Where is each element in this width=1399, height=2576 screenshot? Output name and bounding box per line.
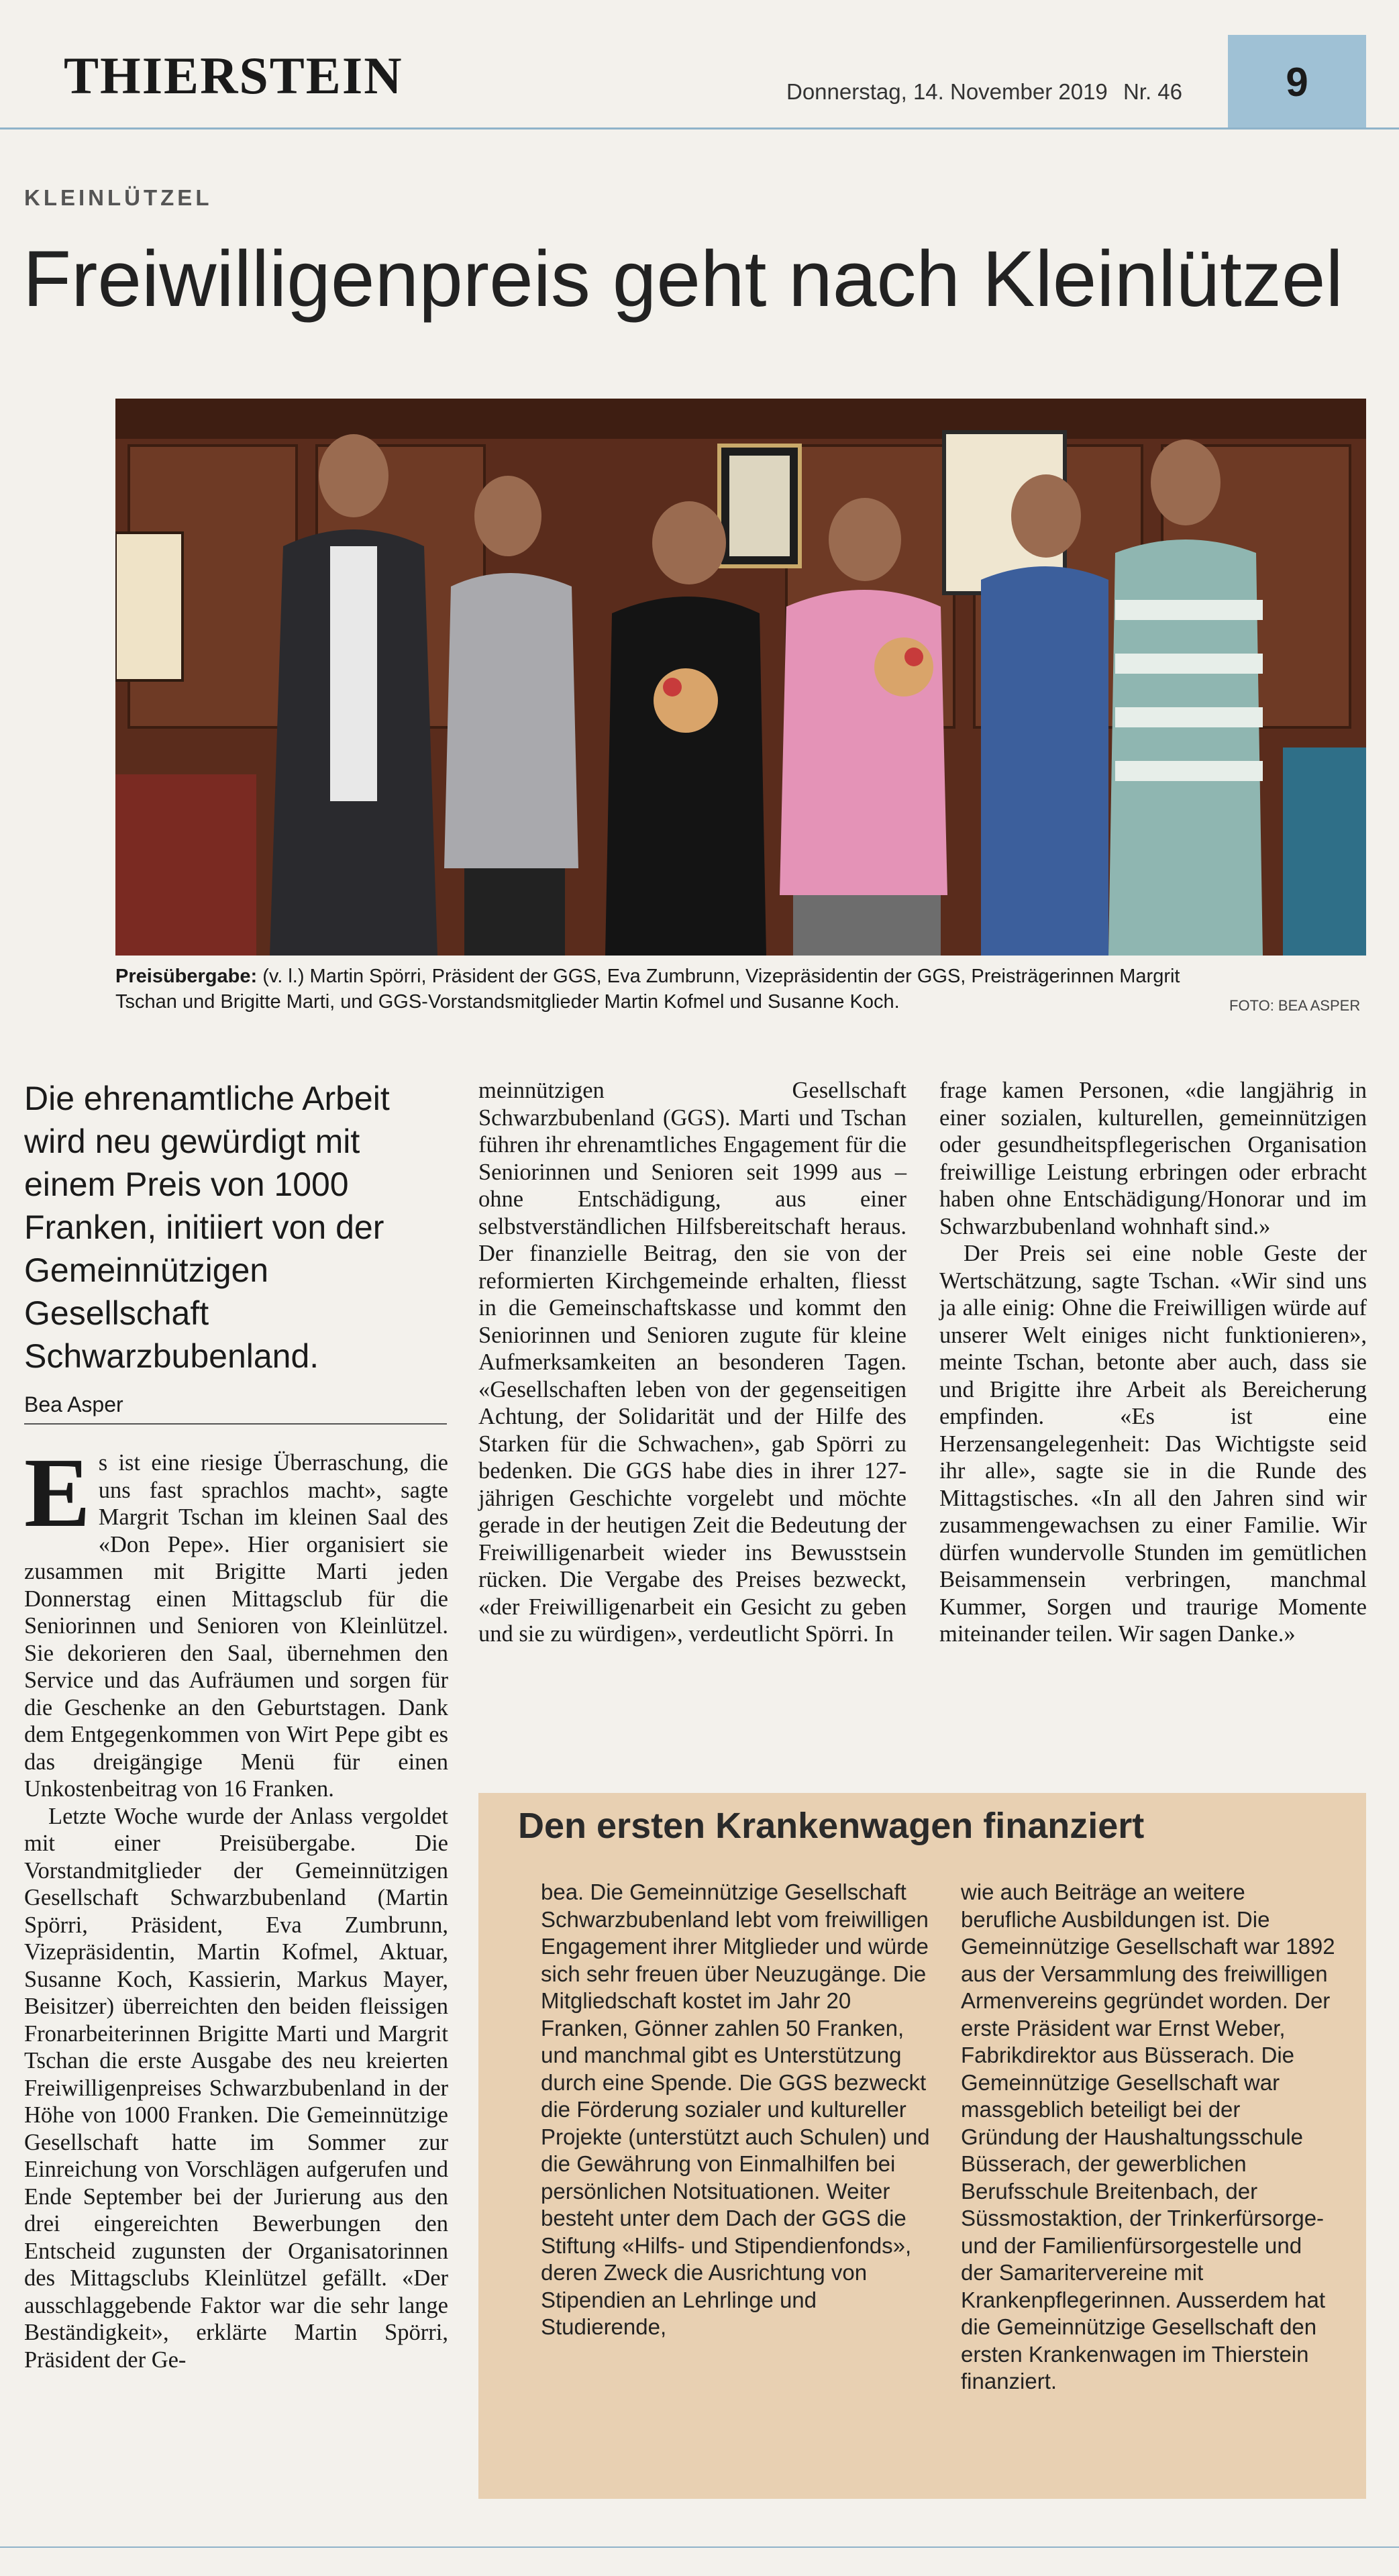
footer-rule	[0, 2546, 1399, 2548]
article-column-2	[478, 1077, 906, 1648]
caption-lead: Preisübergabe:	[115, 966, 258, 987]
info-box-column-1: bea. Die Gemeinnützige Gesellschaft Schwarzbubenland lebt vom freiwilligen Engagement ihrer Mitglieder und würde sich sehr freuen über Neuzugänge. Die Mitgliedschaft kostet im Jahr 20 Franken, Gönner zahlen 50 Franken, und manchmal gibt es Unterstützung durch eine Spende. Die GGS bezweckt die Förderung sozialer und kultureller Projekte (unterstützt auch Schulen) und die Gewährung von Einmalhilfen bei persönlichen Notsituationen. Weiter besteht unter dem Dach der GGS die Stiftung «Hilfs- und Stipendienfonds», deren Zweck die Ausrichtung von Stipendien an Lehrlinge und Studierende,	[541, 1879, 930, 2339]
info-box-column-2: wie auch Beiträge an weitere berufliche Ausbildungen ist. Die Gemeinnützige Gesellschaft war 1892 aus der Versammlung des freiwilligen Armenvereins gegründet worden. Der erste Präsident war Ernst Weber, Fabrikdirektor aus Büsserach. Die Gemeinnützige Gesellschaft war massgeblich beteiligt bei der Gründung der Haushaltungsschule Büsserach, der gewerblichen Berufsschule Breitenbach, der Süssmostaktion, der Trinkerfürsorge- und der Familienfürsorgestelle und der Samaritervereine mit Krankenpflegerinnen. Ausserdem hat die Gemeinnützige Gesellschaft den ersten Krankenwagen im Thierstein finanziert.	[961, 1879, 1335, 2393]
info-box-title: Den ersten Krankenwagen finanziert	[518, 1806, 1145, 1846]
photo-credit: FOTO: BEA ASPER	[1229, 997, 1361, 1014]
issue-number: Nr. 46	[1123, 79, 1183, 104]
drop-cap: E	[24, 1438, 91, 1548]
col1-paragraph-2: Letzte Woche wurde der Anlass vergoldet mit einer Preisübergabe. Die Vorstandmitglieder der Gemeinnützigen Gesellschaft Schwarzbubenland (Martin Spörri, Präsident, Eva Zumbrunn, Vizepräsidentin, Martin Kofmel, Aktuar, Susanne Koch, Kassierin, Markus Mayer, Beisitzer) überreichten den beiden fleissigen Fronarbeiterinnen Brigitte Marti und Margrit Tschan die erste Ausgabe des neu kreierten Freiwilligenpreises Schwarzbubenland in der Höhe von 1000 Franken. Die Gemeinnützige Gesellschaft hatte im Sommer zur Einreichung von Vorschlägen aufgerufen und Ende September bei der Jurierung aus den drei eingereichten Bewerbungen den Entscheid zugunsten der Organisatorinnen des Mittagsclubs Kleinlützel gefällt. «Der ausschlaggebende Faktor war die sehr lange Beständigkeit», erklärte Martin Spörri, Präsident der Ge-	[24, 1803, 448, 2373]
col3-paragraph-1: frage kamen Personen, «die langjährig in einer sozialen, kulturellen, gemeinnützigen oder gesundheitspflegerischen Organisation freiwillige Leistung erbringen oder erbracht haben ohne Entschädigung/Honorar und im Schwarzbubenland wohnhaft sind.»	[939, 1078, 1367, 1239]
photo-caption	[115, 964, 1223, 1015]
col3-paragraph-2: Der Preis sei eine noble Geste der Wertschätzung, sagte Tschan. «Wir sind uns ja alle einig: Ohne die Freiwilligen würde auf unserer Welt einiges nicht funktionieren», meinte Tschan, betonte aber auch, dass sie und Brigitte ihre Arbeit als Bereicherung empfinden. «Es ist eine Herzensangelegenheit: Das Wichtigste seid ihr alle», sagte sie in die Runde des Mittagstisches. «In all den Jahren sind wir zusammengewachsen zu einer Familie. Wir dürfen wundervolle Stunden im gemütlichen Beisammensein verbringen, manchmal Kummer, Sorgen und traurige Momente miteinander teilen. Wir sagen Danke.»	[939, 1241, 1367, 1647]
col1-paragraph-1: s ist eine riesige Überraschung, die uns fast sprachlos macht», sagte Margrit Tschan im kleinen Saal des «Don Pepe». Hier organisiert sie zusammen mit Brigitte Marti jeden Donnerstag einen Mittagsclub für die Seniorinnen und Senioren von Kleinlützel. Sie dekorieren den Saal, übernehmen den Service und das Aufräumen und sorgen für die Geschenke an den Geburtstagen. Dank dem Entgegenkommen von Wirt Pepe gibt es das dreigängige Menü für einen Unkostenbeitrag von 16 Franken.	[24, 1450, 448, 1802]
header-rule	[0, 127, 1399, 130]
author-rule	[24, 1423, 447, 1425]
article-photo	[115, 399, 1366, 956]
article-lead: Die ehrenamtliche Arbeit wird neu gewürdigt mit einem Preis von 1000 Franken, initiiert von der Gemeinnützigen Gesellschaft Schwarzbubenland.	[24, 1080, 390, 1375]
article-column-1	[24, 1438, 448, 2373]
caption-text: (v. l.) Martin Spörri, Präsident der GGS, Eva Zumbrunn, Vizepräsidentin der GGS, Preisträgerinnen Margrit Tschan und Brigitte Marti, und GGS-Vorstandsmitglieder Martin Kofmel und Susanne Koch.	[115, 966, 1180, 1013]
article-kicker: KLEINLÜTZEL	[24, 185, 213, 210]
page-number: 9	[1228, 35, 1366, 129]
issue-date-line	[786, 79, 1182, 105]
issue-date: Donnerstag, 14. November 2019	[786, 79, 1108, 104]
group-photo-illustration	[115, 399, 1366, 956]
article-headline: Freiwilligenpreis geht nach Kleinlützel	[23, 235, 1343, 323]
article-column-3	[939, 1077, 1367, 1648]
newspaper-section-title: THIERSTEIN	[64, 46, 403, 105]
article-author: Bea Asper	[24, 1392, 123, 1416]
col2-paragraph-1: meinnützigen Gesellschaft Schwarzbubenland (GGS). Marti und Tschan führen ihr ehrenamtliches Engagement für die Seniorinnen und Senioren seit 1999 aus – ohne Entschädigung, aus einer selbstverständlichen Hilfsbereitschaft heraus. Der finanzielle Beitrag, den sie von der reformierten Kirchgemeinde erhalten, fliesst in die Gemeinschaftskasse und kommt den Seniorinnen und Senioren zugute für kleine Aufmerksamkeiten an besonderen Tagen. «Gesellschaften leben von der gegenseitigen Achtung, der Solidarität und der Hilfe des Starken für die Schwachen», gab Spörri zu bedenken. Die GGS habe dies in ihrer 127-jährigen Geschichte vorgelebt und möchte gerade in der heutigen Zeit die Bedeutung der Freiwilligenarbeit wieder ins Bewusstsein rücken. Die Vergabe des Preises bezweckt, «der Freiwilligenarbeit ein Gesicht zu geben und sie zu würdigen», verdeutlicht Spörri. In	[478, 1078, 906, 1647]
